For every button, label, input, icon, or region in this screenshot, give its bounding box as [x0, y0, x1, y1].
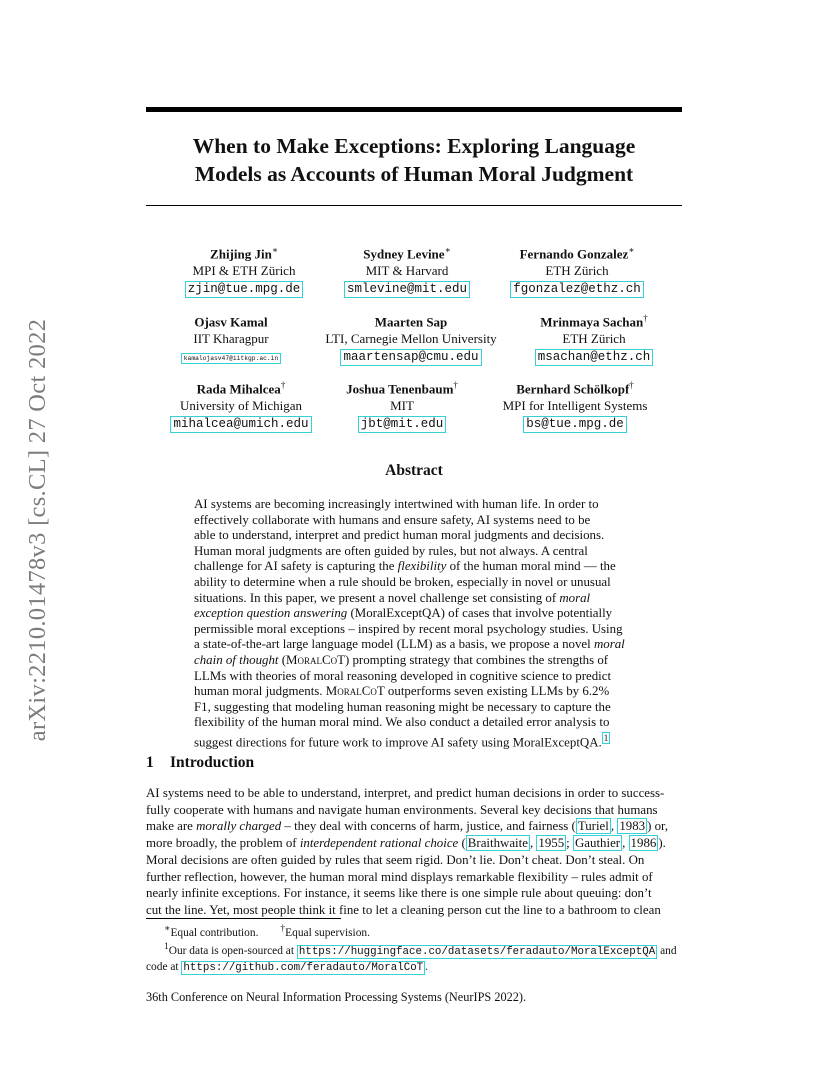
body-line: cut the line. Yet, most people think it fine to let a cleaning person cut the line to a bathroom to clean — [146, 902, 661, 917]
author-mark: ∗ — [444, 245, 451, 255]
text-run-italic: flexibility — [397, 559, 447, 574]
text-run: make are — [146, 819, 197, 834]
venue-footer: 36th Conference on Neural Information Processing Systems (NeurIPS 2022). — [146, 990, 527, 1004]
text-run: Equal supervision. — [285, 926, 370, 939]
abstract-line: F1, suggesting that modeling human reasoning might be necessary to capture the — [194, 699, 611, 714]
text-run: more broadly, the problem of — [146, 835, 300, 850]
footnote-line — [146, 960, 686, 976]
text-run: (MoralExceptQA) of cases that involve potentially — [347, 606, 613, 621]
footnotes — [146, 922, 686, 975]
citation-link[interactable]: 1983 — [619, 819, 646, 834]
footnote-mark: ∗ — [164, 924, 171, 934]
author-email-link[interactable]: jbt@mit.edu — [358, 416, 447, 433]
author-mark: † — [643, 313, 648, 323]
method-name: MoralCoT — [286, 652, 345, 667]
author-name: Joshua Tenenbaum — [346, 381, 454, 397]
footnote-rule — [146, 918, 341, 919]
text-run: ( — [458, 835, 466, 850]
intro-paragraph-2 — [146, 852, 682, 918]
text-run: – they deal with concerns of harm, justice, and fairness ( — [281, 819, 576, 834]
arxiv-identifier: arXiv:2210.01478v3 [cs.CL] 27 Oct 2022 — [24, 318, 51, 742]
title-line-1: When to Make Exceptions: Exploring Language — [192, 134, 636, 158]
body-line: further reflection, however, the human moral mind displays remarkable flexibility – rules admit of — [146, 869, 653, 884]
text-run: Our data is open-sourced at — [168, 945, 297, 958]
abstract-line — [194, 637, 634, 653]
author-email-link[interactable]: bs@tue.mpg.de — [523, 416, 627, 433]
author-affiliation: IIT Kharagpur — [193, 331, 269, 347]
author-email-link[interactable]: smlevine@mit.edu — [344, 281, 470, 298]
author-affiliation: LTI, Carnegie Mellon University — [325, 331, 497, 347]
author-affiliation: MPI & ETH Zürich — [192, 263, 296, 279]
text-run: suggest directions for future work to improve AI safety using MoralExceptQA. — [194, 735, 602, 750]
citation-link[interactable]: Braithwaite — [467, 835, 528, 850]
author-name: Maarten Sap — [374, 314, 448, 330]
author-mark: ∗ — [628, 245, 635, 255]
abstract-line — [194, 559, 634, 575]
arxiv-sidebar — [18, 300, 58, 760]
title-top-rule — [146, 107, 682, 112]
author-email-link[interactable]: msachan@ethz.ch — [535, 349, 654, 366]
author-email-link[interactable]: mihalcea@umich.edu — [170, 416, 311, 433]
author-name: Zhijing Jin — [210, 246, 272, 262]
text-run: , — [610, 819, 618, 834]
abstract-line: effectively collaborate with humans and ensure safety, AI systems need to be — [194, 512, 591, 527]
abstract-line: flexibility of the human moral mind. We also conduct a detailed error analysis to — [194, 715, 610, 730]
body-line: fully cooperate with humans and navigate human environments. Several key decisions that humans — [146, 802, 658, 817]
abstract-line — [194, 606, 634, 622]
author-email-link[interactable]: zjin@tue.mpg.de — [185, 281, 304, 298]
author-block — [457, 242, 697, 298]
text-run: outperforms seven existing LLMs by 6.2% — [384, 684, 610, 699]
abstract-heading: Abstract — [385, 462, 443, 479]
author-name: Sydney Levine — [363, 246, 445, 262]
text-run-italic: interdependent rational choice — [299, 835, 459, 850]
body-line: nearly infinite exceptions. For instance, it seems like there is one simple rule about queuing: don’t — [146, 886, 652, 901]
citation-link[interactable]: 1986 — [630, 835, 657, 850]
text-run: human moral judgments. — [194, 684, 326, 699]
paper-title — [146, 132, 682, 188]
text-run: ) or, — [647, 819, 669, 834]
body-line — [146, 818, 682, 835]
text-run: , — [529, 835, 537, 850]
title-line-2: Models as Accounts of Human Moral Judgment — [194, 162, 634, 186]
abstract-line: LLMs with theories of moral reasoning developed in cognitive science to predict — [194, 668, 612, 683]
text-run: situations. In this paper, we present a novel challenge set consisting of — [194, 590, 560, 605]
footnote-link[interactable]: 1 — [603, 732, 609, 743]
text-run: ; — [566, 835, 573, 850]
author-name: Fernando Gonzalez — [519, 246, 629, 262]
author-mark: † — [453, 380, 458, 390]
abstract-body — [194, 497, 634, 751]
footnote-line — [146, 922, 686, 940]
author-affiliation: ETH Zürich — [545, 263, 609, 279]
author-name: Bernhard Schölkopf — [516, 381, 630, 397]
abstract-line — [194, 684, 634, 700]
abstract-line — [194, 653, 634, 669]
text-run: Equal contribution. — [170, 926, 259, 939]
text-run: challenge for AI safety is capturing the — [194, 559, 398, 574]
author-affiliation: MIT — [390, 398, 414, 414]
text-run-italic: moral — [593, 637, 625, 652]
body-line: AI systems need to be able to understand, interpret, and predict human decisions in order to success- — [146, 786, 665, 800]
author-block — [455, 377, 695, 433]
body-line: Moral decisions are often guided by rules that seem rigid. Don’t lie. Don’t cheat. Don’t steal. On — [146, 853, 645, 867]
body-line — [146, 835, 682, 852]
text-run: ) prompting strategy that combines the strengths of — [344, 652, 609, 667]
author-affiliation: MPI for Intelligent Systems — [502, 398, 648, 414]
citation-link[interactable]: Gauthier — [574, 835, 621, 850]
footnote-line — [146, 940, 686, 959]
text-run: code at — [146, 960, 182, 973]
author-affiliation: MIT & Harvard — [365, 263, 449, 279]
dataset-url-link[interactable]: https://huggingface.co/datasets/feradauto/MoralExceptQA — [298, 946, 656, 959]
abstract-line — [194, 731, 634, 751]
section-heading — [146, 754, 254, 772]
author-affiliation: University of Michigan — [179, 398, 303, 414]
title-bottom-rule — [146, 205, 682, 206]
text-run: ( — [278, 652, 287, 667]
text-run-italic: chain of thought — [194, 652, 279, 667]
text-run-italic: moral — [559, 590, 591, 605]
author-email-link[interactable]: kamalojasv47@iitkgp.ac.in — [181, 353, 281, 364]
section-number: 1 — [146, 754, 154, 771]
method-name: MoralCoT — [325, 684, 385, 699]
section-title: Introduction — [170, 754, 255, 771]
footnote-mark: † — [280, 924, 286, 934]
citation-link[interactable]: Turiel — [577, 819, 609, 834]
text-run: , — [622, 835, 629, 850]
citation-link[interactable]: 1955 — [538, 835, 565, 850]
text-run: a state-of-the-art large language model (LLM) as a basis, we propose a novel — [194, 637, 594, 652]
author-affiliation: ETH Zürich — [562, 331, 626, 347]
intro-paragraph-1 — [146, 785, 682, 851]
author-mark: † — [280, 380, 286, 390]
author-name: Mrinmaya Sachan — [540, 314, 644, 330]
author-email-link[interactable]: maartensap@cmu.edu — [340, 349, 481, 366]
text-run: ). — [658, 835, 666, 850]
author-email-link[interactable]: fgonzalez@ethz.ch — [510, 281, 644, 298]
author-mark: † — [629, 380, 634, 390]
abstract-line: ability to determine when a rule should be broken, especially in novel or unusual — [194, 574, 611, 589]
text-run: and — [657, 945, 677, 958]
text-run: of the human moral mind — the — [446, 559, 616, 574]
footnote-mark: 1 — [164, 942, 169, 953]
abstract-line: AI systems are becoming increasingly intertwined with human life. In order to — [194, 497, 599, 511]
text-run-italic: morally charged — [196, 819, 282, 834]
abstract-line: able to understand, interpret and predict human moral judgments and decisions. — [194, 528, 605, 543]
text-run-italic: exception question answering — [194, 606, 348, 621]
text-run: . — [425, 960, 429, 973]
abstract-line: Human moral judgments are often guided by rules, but not always. A central — [194, 543, 588, 558]
abstract-line: permissible moral exceptions – inspired by recent moral psychology studies. Using — [194, 621, 623, 636]
author-mark: ∗ — [271, 245, 278, 255]
author-name: Rada Mihalcea — [196, 381, 281, 397]
author-name: Ojasv Kamal — [194, 314, 268, 330]
author-block — [474, 310, 714, 366]
code-url-link[interactable]: https://github.com/feradauto/MoralCoT — [183, 961, 424, 974]
abstract-line — [194, 591, 634, 607]
